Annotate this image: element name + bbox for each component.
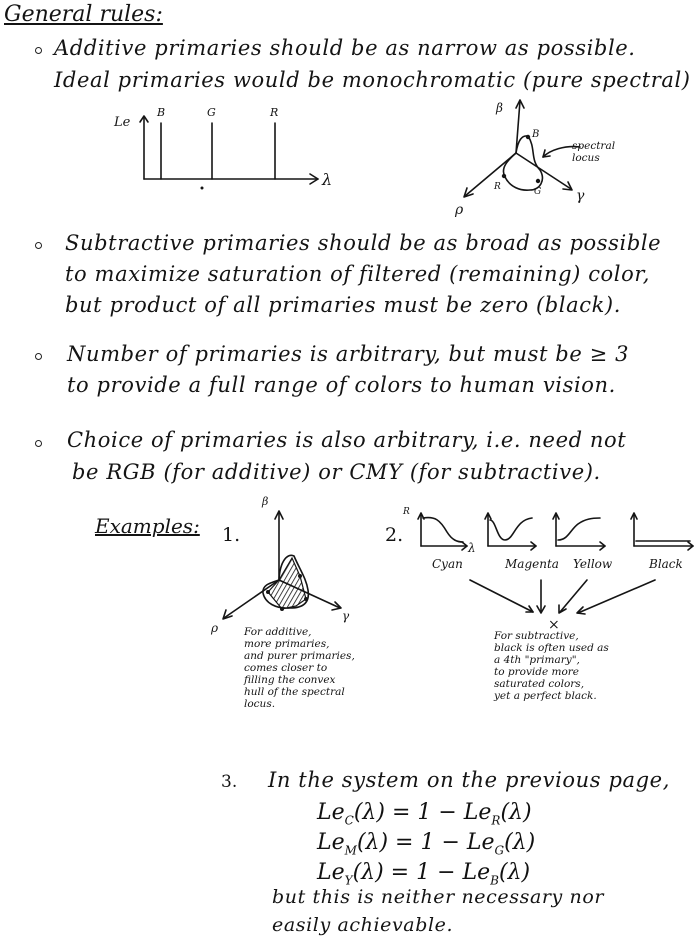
- black-curve-plot: [631, 513, 693, 550]
- rule-2-line-3: but product of all primaries must be zero (black).: [65, 293, 621, 317]
- gamma-label: γ: [342, 609, 350, 623]
- spectral-locus-annotation: spectral locus: [572, 140, 616, 164]
- example-1-caption: For additive, more primaries, and purer primaries, comes closer to filling the convex hull of the spectral locus.: [244, 626, 355, 710]
- equation-cyan: $Le_C(\lambda) = 1 - Le_R(\lambda)$: [317, 800, 532, 828]
- y-axis-label: R: [403, 507, 410, 517]
- cyan-curve-plot: [418, 513, 467, 550]
- rho-label: ρ: [211, 621, 219, 635]
- example-1-number: 1.: [222, 524, 241, 546]
- example-2-number: 2.: [385, 524, 404, 546]
- magenta-curve: [490, 518, 532, 540]
- y-axis-label: Le: [114, 115, 131, 130]
- equation-magenta: $Le_M(\lambda) = 1 - Le_G(\lambda)$: [317, 830, 536, 858]
- cyan-arrow: [470, 580, 533, 612]
- beta-label: β: [262, 495, 269, 508]
- rule-4-line-1: Choice of primaries is also arbitrary, i.e. need not: [67, 428, 627, 452]
- examples-heading: Examples:: [95, 514, 200, 538]
- cyan-curve: [423, 518, 463, 542]
- rho-label: ρ: [455, 202, 464, 218]
- yellow-curve: [558, 518, 600, 540]
- rule-3-line-1: Number of primaries is arbitrary, but must be ≥ 3: [67, 342, 630, 366]
- rule-2-line-2: to maximize saturation of filtered (remaining) color,: [65, 262, 650, 286]
- example-3-outro-line-2: easily achievable.: [272, 914, 454, 936]
- beta-label: β: [496, 101, 503, 115]
- rule-1-line-2: Ideal primaries would be monochromatic (pure spectral): [54, 68, 691, 92]
- label-b: B: [532, 129, 540, 140]
- black-arrow: [578, 580, 655, 613]
- black-label: Black: [649, 557, 683, 571]
- page-heading: General rules:: [4, 2, 163, 27]
- label-b: B: [157, 106, 166, 119]
- equation-yellow: $Le_Y(\lambda) = 1 - Le_B(\lambda)$: [317, 860, 531, 888]
- label-g: G: [534, 187, 542, 197]
- label-r: R: [494, 182, 501, 192]
- yellow-curve-plot: [553, 513, 605, 550]
- magenta-curve-plot: [485, 513, 536, 550]
- rule-3-line-2: to provide a full range of colors to human vision.: [67, 373, 616, 397]
- label-g: G: [207, 106, 216, 119]
- cyan-label: Cyan: [432, 557, 463, 571]
- gamma-label: γ: [576, 188, 585, 204]
- yellow-label: Yellow: [573, 557, 613, 571]
- x-axis-label: λ: [322, 170, 333, 189]
- product-symbol: ×: [548, 617, 560, 633]
- label-r: R: [270, 106, 279, 119]
- example-3-intro: In the system on the previous page,: [268, 768, 670, 792]
- rule-1-line-1: Additive primaries should be as narrow as possible.: [54, 36, 636, 60]
- example-3-number: 3.: [221, 772, 238, 792]
- example-3-outro-line-1: but this is neither necessary nor: [272, 886, 605, 908]
- magenta-label: Magenta: [505, 557, 559, 571]
- example-2-caption: For subtractive, black is often used as a 4th "primary", to provide more saturated colors, yet a perfect black.: [494, 630, 609, 702]
- rule-2-line-1: Subtractive primaries should be as broad as possible: [65, 231, 662, 255]
- x-axis-label: λ: [468, 541, 476, 555]
- rule-4-line-2: be RGB (for additive) or CMY (for subtractive).: [72, 460, 601, 484]
